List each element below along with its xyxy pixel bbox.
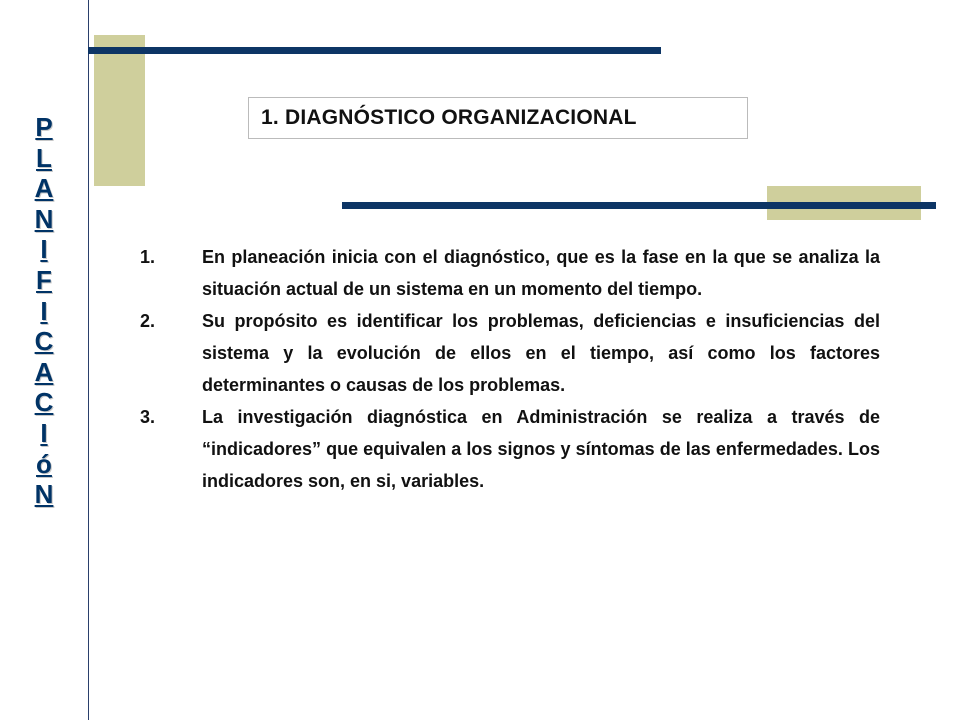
list-item-number: 1. xyxy=(140,247,156,267)
title-letter: N xyxy=(34,479,54,510)
list-item xyxy=(140,241,880,305)
list-item xyxy=(140,401,880,497)
title-letter: I xyxy=(40,417,48,448)
title-letter: I xyxy=(40,295,48,326)
title-letter: F xyxy=(36,264,52,295)
title-letter: C xyxy=(34,387,54,418)
title-letter: ó xyxy=(36,448,52,479)
title-letter: A xyxy=(34,356,54,387)
title-letter: I xyxy=(40,234,48,265)
title-letter: C xyxy=(34,326,54,357)
list-item-text: Su propósito es identificar los problemas, deficiencias e insuficiencias del sistema y la evolución de ellos en el tiempo, así como los factores determinantes o causas de los problemas. xyxy=(202,311,880,395)
title-letter: N xyxy=(34,203,54,234)
title-letter: P xyxy=(35,112,53,142)
decorative-navy-bar-top xyxy=(88,47,661,54)
decorative-navy-bar-middle xyxy=(342,202,936,209)
title-letter: A xyxy=(34,173,54,204)
list-item-text: La investigación diagnóstica en Administración se realiza a través de “indicadores” que equivalen a los signos y síntomas de las enfermedades. Los indicadores son, en si, variables. xyxy=(202,407,880,491)
decorative-khaki-block-top xyxy=(94,35,145,186)
sidebar-divider xyxy=(88,0,89,720)
numbered-list xyxy=(140,241,880,497)
list-item-number: 2. xyxy=(140,311,156,331)
section-heading-box xyxy=(248,97,748,139)
list-item xyxy=(140,305,880,401)
vertical-title-planificacion xyxy=(0,112,88,510)
title-letter: L xyxy=(36,142,52,173)
section-heading: 1. DIAGNÓSTICO ORGANIZACIONAL xyxy=(261,106,637,129)
list-item-text: En planeación inicia con el diagnóstico, que es la fase en la que se analiza la situación actual de un sistema en un momento del tiempo. xyxy=(202,247,880,299)
list-item-number: 3. xyxy=(140,407,156,427)
